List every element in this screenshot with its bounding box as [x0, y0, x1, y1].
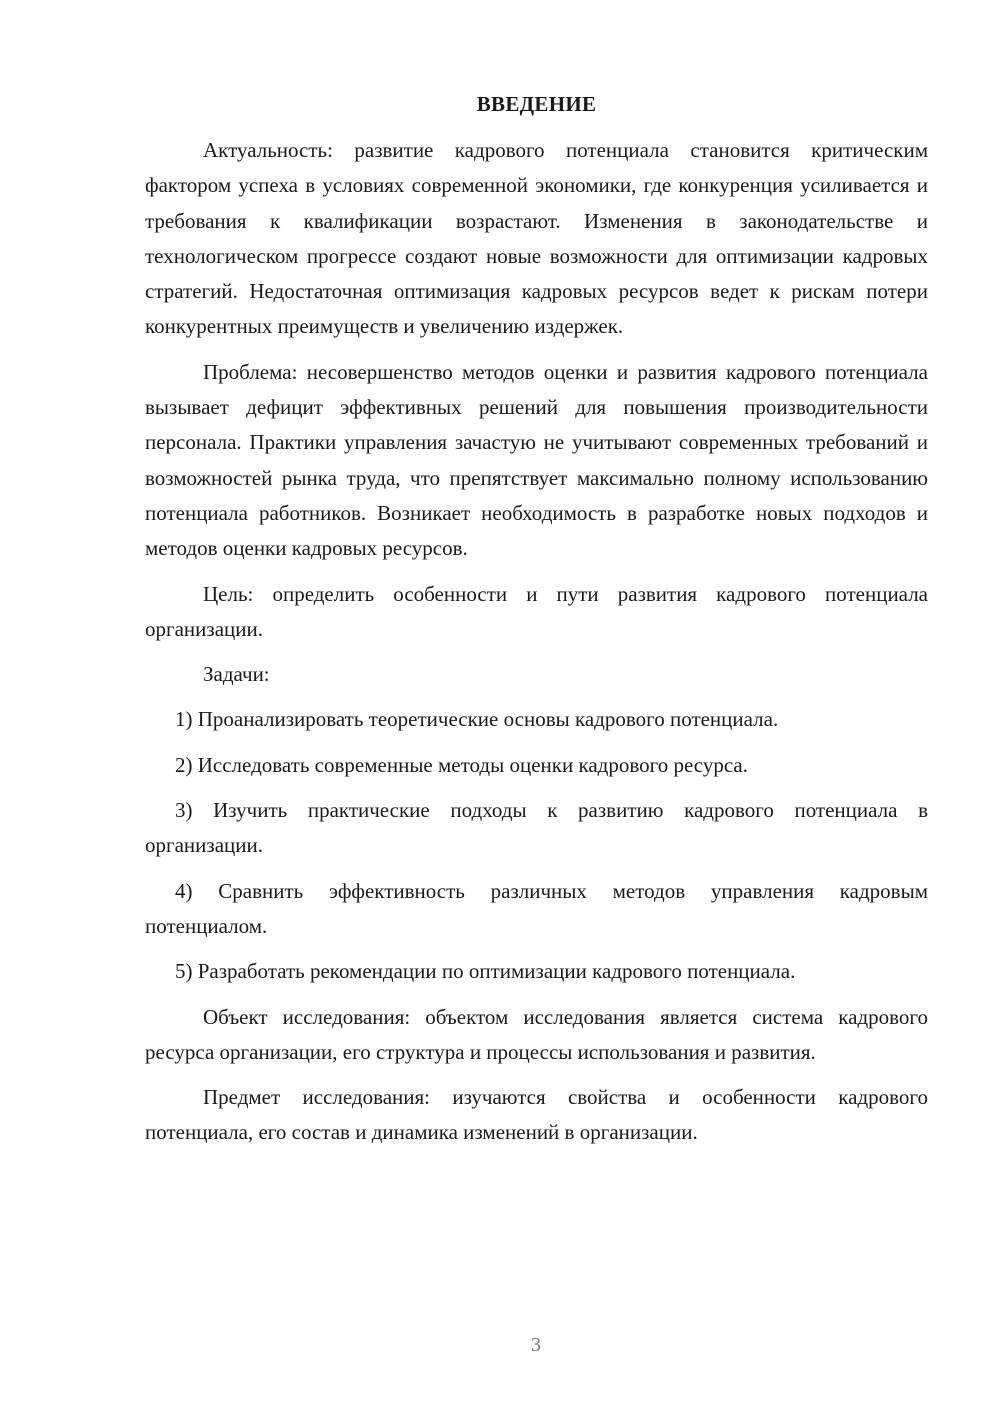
paragraph-object: Объект исследования: объектом исследования является система кадрового ресурса организации, его структура и процессы использования и развития. — [145, 1004, 928, 1064]
task-item: 1) Проанализировать теоретические основы кадрового потенциала. — [175, 707, 779, 732]
task-item: 3) Изучить практические подходы к развитию кадрового потенциала в организации. — [145, 798, 928, 858]
tasks-heading: Задачи: — [203, 662, 270, 687]
task-item: 5) Разработать рекомендации по оптимизации кадрового потенциала. — [175, 959, 796, 984]
task-item: 4) Сравнить эффективность различных методов управления кадровым потенциалом. — [145, 878, 928, 938]
document-page — [145, 92, 928, 1151]
paragraph-problem: Проблема: несовершенство методов оценки и развития кадрового потенциала вызывает дефицит эффективных решений для повышения производительности персонала. Практики управления зачастую не учитывают современных требований и возможностей рынка труда, что препятствует максимально полному использованию потенциала работников. Возникает необходимость в разработке новых подходов и методов оценки кадровых ресурсов. — [145, 359, 928, 561]
task-item: 2) Исследовать современные методы оценки кадрового ресурса. — [175, 752, 748, 777]
paragraph-relevance: Актуальность: развитие кадрового потенциала становится критическим фактором успеха в условиях современной экономики, где конкуренция усиливается и требования к квалификации возрастают. Изменения в законодательстве и технологическом прогрессе создают новые возможности для оптимизации кадровых стратегий. Недостаточная оптимизация кадровых ресурсов ведет к рискам потери конкурентных преимуществ и увеличению издержек. — [145, 138, 928, 339]
paragraph-goal: Цель: определить особенности и пути развития кадрового потенциала организации. — [145, 581, 928, 641]
page-title: ВВЕДЕНИЕ — [476, 92, 597, 116]
page-number: 3 — [531, 1334, 541, 1356]
paragraph-subject: Предмет исследования: изучаются свойства и особенности кадрового потенциала, его состав и динамика изменений в организации. — [145, 1085, 928, 1145]
